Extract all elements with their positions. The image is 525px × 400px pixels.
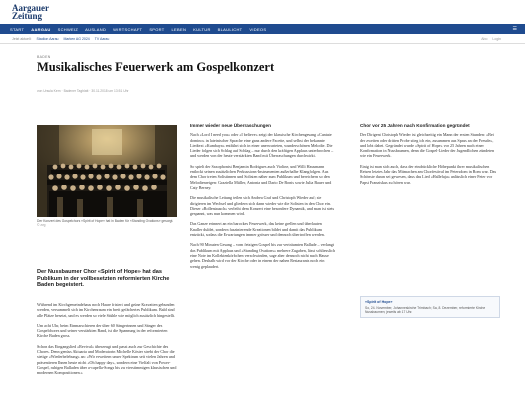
nav-item-wirtschaft[interactable]: WIRTSCHAFT — [113, 26, 143, 32]
subbar-link-marken[interactable]: Marken AG 2024 — [63, 37, 90, 41]
article-byline: von Ursula Kern · Badener Tagblatt · 30.11.2018 um 13:51 Uhr — [37, 89, 129, 93]
masthead-line1: Aargauer — [12, 3, 49, 13]
nav-item-aargau[interactable]: AARGAU — [31, 26, 51, 32]
paragraph: Einig ist man sich auch, dass der eindrückliche Höhepunkt ihrer musikalischen Reisen letztes Jahr das Mitmachen am Chorfestival im Petersdom in Rom war. Das Schönste daran sei gewesen, dass das Lied «Halleluja» anlässlich einer Feier vor Papst Franziskus zu hören war. — [360, 163, 497, 185]
article-lead: Der Nussbaumer Chor «Spirit of Hope» hat das Publikum in der vollbesetzten reformierten Kirche Baden begeistert. — [37, 269, 170, 288]
infobox-text: So, 24. November, Johanneskirche Trimbach; Sa, 8. Dezember, reformierte Kirche Nussbaumen; jeweils ab 17 Uhr. — [365, 306, 486, 315]
section-heading: Chor vor 25 Jahren nach Konfirmation gegründet — [360, 123, 470, 128]
paragraph: Der Dirigent Christoph Wieder ist gleichzeitig ein Mann der ersten Stunden: «Bei der zweiten oder dritten Probe stieg ich ein, zusammen aus Spass an der Freude», und lobt dabei. Gegründet wurde «Spirit of Hope» vor 25 Jahren nach einer Konfirmation in Nussbaumen, denn die Gospel-Lieder der Jugendlichen zündeten wie ein Feuerwerk. — [360, 132, 495, 159]
section-heading: Immer wieder neue Überraschungen — [190, 123, 272, 128]
infobox-title: «Spirit of Hope» — [365, 300, 393, 304]
paragraph: Nach «Lord I need you» oder «I believe» zeigt der klassische Kirchengesang «Cantate domino» in lateinischer Sprache eine ganz andere Facette, und selbst der bekannte Liedtext «Kumbaya» entführt sich in einer unerwarteten, wunderschönen Melodie. Die Lieder folgen sich Schlag auf Schlag – nur durch den kräftigen Applaus unterbrochen – und werden von der heute verstärkten Band mit Überraschungen durchwirkt. — [190, 132, 334, 159]
article-body-right — [360, 123, 500, 190]
paragraph: Die musikalische Leitung teilen sich Andrea Graf und Christoph Wieder auf; sie dirigieren im Wechsel und gliedern sich dann wieder wie die Solisten in den Chor ein. Dieser «Rollentausch» verleiht dem Konzert eine besondere Dynamik, und man ist stets gespannt, was nun kommen wird. — [190, 195, 335, 217]
login-link[interactable]: Login — [492, 37, 501, 41]
article-body-middle — [190, 123, 335, 274]
article-photo[interactable] — [37, 125, 177, 217]
photo-caption — [37, 219, 177, 228]
abo-link[interactable]: Abo — [481, 37, 488, 41]
nav-item-schweiz[interactable]: SCHWEIZ — [57, 26, 79, 32]
paragraph: Um acht Uhr, beim Einmarschieren der über 60 Sängerinnen und Sänger des Gospelchores und seiner verstärkten Band, ist die Spannung in der reformierten Kirche Baden gross. — [37, 322, 168, 339]
article-body-left — [37, 302, 177, 381]
paragraph: Das Ganze erinnert an ein barockes Feuerwerk, das keine grellen und überlauten Knaller duldet, sondern faszinierende Kreationen bildet und damit das Publikum entzückt, sodass die Erwartungen immer grösser und dennoch übertroffen werden. — [190, 221, 325, 238]
hamburger-icon[interactable]: ☰ — [512, 26, 517, 32]
subbar-label: Jetzt aktuell: — [12, 37, 32, 41]
nav-item-ausland[interactable]: AUSLAND — [85, 26, 107, 32]
article-headline: Musikalisches Feuerwerk am Gospelkonzert — [37, 60, 275, 74]
nav-item-sport[interactable]: SPORT — [149, 26, 165, 32]
event-infobox — [360, 296, 500, 318]
nav-item-leben[interactable]: LEBEN — [171, 26, 187, 32]
paragraph: So spielt der Saxophonist Benjamin Rodrigues auch Violine, und Willi Hausmann entlockt seinen zusätzlichen Perkussions-Instrumenten außerhalbe Klangfolgen. Aus dem Chor treten Solistinnen und Solisten näher zum Publikum und bereichern so den Melodienreigen: Graziella Müller, Antonia und Dario De Bonis sowie Julia Bauer und Caty Berney. — [190, 163, 332, 190]
nav-item-kultur[interactable]: KULTUR — [193, 26, 211, 32]
nav-item-videos[interactable]: VIDEOS — [249, 26, 267, 32]
paragraph: Nach 90 Minuten Gesang – vom fetzigen Gospel bis zur verträumten Ballade – verlangt das Publikum mit Applaus und «Standing Ovations» mehrere Zugaben, lässt schliesslich eine Note im Kollektenkörbchen verschwinden, sage aber dennoch nicht nach Hause gehen. Deshalb wird vor der Kirche oder in einem der nahen Restaurants noch ein wenig geplaudert. — [190, 242, 335, 269]
masthead-line2: Zeitung — [12, 11, 43, 21]
photo-credit: © zvg — [37, 223, 46, 228]
nav-item-blaulicht[interactable]: BLAULICHT — [217, 26, 243, 32]
paragraph: Während im Kirchgemeindehaus noch Haare frisiert und grüne Kravatten gebunden werden, versammelt sich im Kirchenraum ein breit gefächertes Publikum. Bald sind alle Plätze besetzt, und es werden so viele Stühle wie möglich zusätzlich hingestellt. — [37, 302, 176, 318]
subbar-link-stadion[interactable]: Stadion Aarau — [36, 37, 59, 41]
nav-item-start[interactable]: START — [10, 26, 25, 32]
choir-photo-icon — [37, 125, 177, 217]
caption-text: Der Konzert des Gospelchors «Spirit of Hope» hat in Baden für «Standing Ovations» gesorgt. — [37, 219, 174, 223]
masthead-logo[interactable] — [12, 4, 49, 20]
subbar-link-tv[interactable]: TV Aarau — [94, 37, 110, 41]
main-navigation — [0, 24, 525, 34]
paragraph: Schon das Eingangslied «Revival» überzeugt und passt auch zur Geschichte des Chores. Denn genüss Aktuaria und Moderatorin Michelle Köster strebt der Chor die stetige «Wiederbelebung» an: «Wir erweitern unser Spektrum seit vielen Jahren und präsentieren Ihnen heute nicht «Oh happy day», sondern eine Vielfalt von Power-Gospel, ruhigen Balladen über a-capella-Songs bis zu vierstimmigen klassischen und modernen Kompositionen.» — [37, 343, 177, 376]
sub-navigation — [0, 35, 525, 44]
article-kicker: BADEN — [37, 55, 51, 59]
